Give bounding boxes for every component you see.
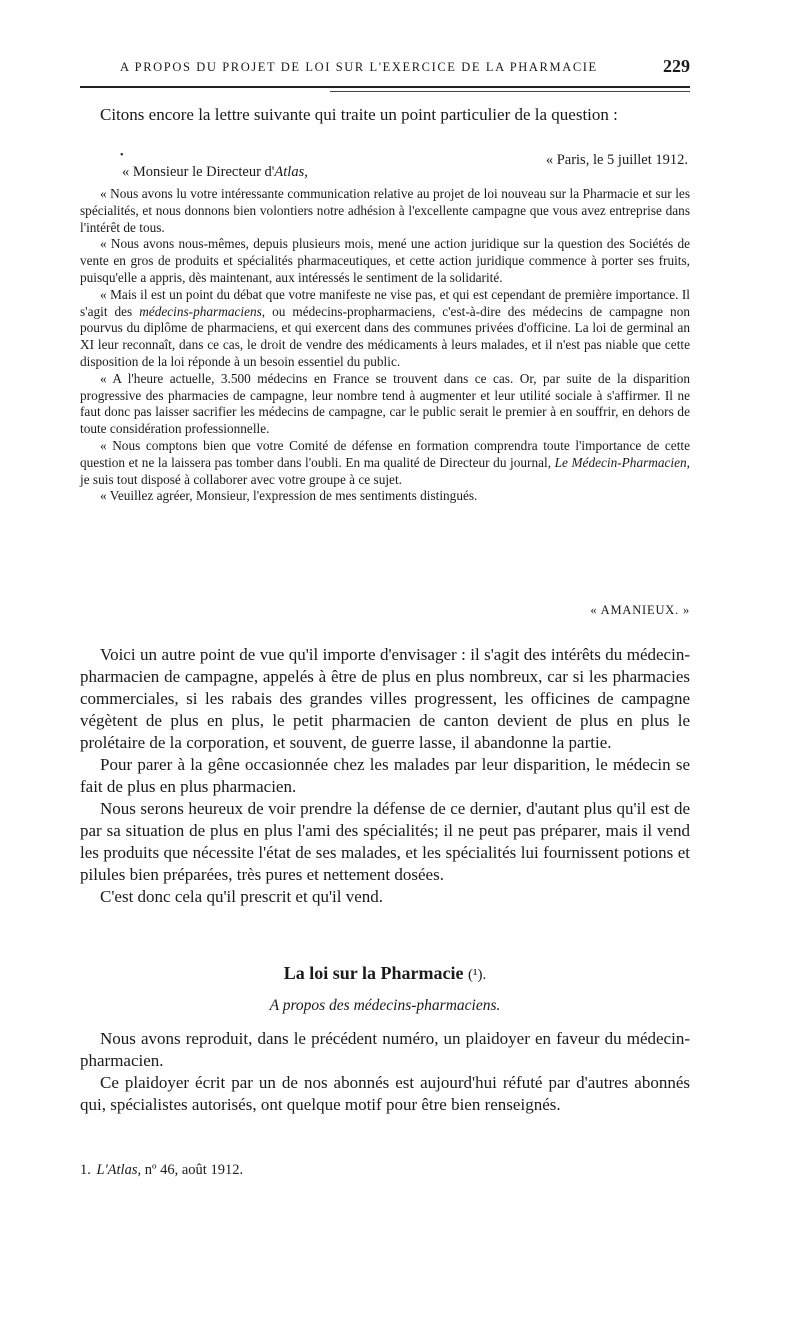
journal-title: Le Médecin-Pharmacien, [554, 454, 690, 470]
footnote-mark: 1. [80, 1162, 91, 1178]
body-section-1 [80, 644, 690, 908]
body-section-2 [80, 1028, 690, 1116]
letter-body [80, 186, 690, 505]
body-paragraph: Nous avons reproduit, dans le précédent numéro, un plaidoyer en faveur du médecin-pharmacien. [80, 1029, 690, 1070]
letter-dateline: « Paris, le 5 juillet 1912. [545, 152, 688, 168]
letter-closing: « Veuillez agréer, Monsieur, l'expression de mes sentiments distingués. [100, 488, 478, 504]
footnote-ref: (¹). [467, 967, 487, 983]
body-paragraph: Ce plaidoyer écrit par un de nos abonnés est aujourd'hui réfuté par d'autres abonnés qui, spécialistes autorisés, ont quelque motif pour être bien renseignés. [80, 1073, 690, 1114]
letter-paragraph: « Nous comptons bien que votre Comité de défense en formation comprendra toute l'importance de cette question et ne la laissera pas tomber dans l'oubli. En ma qualité de Directeur du journal, Le Médecin-Pharmacien, je suis tout disposé à collaborer avec votre groupe à ce sujet. [80, 437, 690, 487]
page-number: 229 [663, 56, 690, 76]
bullet-mark: • [120, 150, 124, 161]
letter-header [80, 150, 690, 180]
running-header [80, 56, 690, 84]
letter-signature: « AMANIEUX. » [590, 603, 690, 617]
header-rule-thin [330, 91, 690, 92]
letter-paragraph: « Nous avons nous-mêmes, depuis plusieurs mois, mené une action juridique sur la question des Sociétés de vente en gros de produits et spécialités pharmaceutiques, et cette action juridique commence à porter ses fruits, puisqu'elle a appris, dès maintenant, aux intéressés le sentiment de la solidarité. [80, 236, 690, 285]
letter-paragraph: « A l'heure actuelle, 3.500 médecins en France se trouvent dans ce cas. Or, par suite de la disparition progressive des pharmacies de campagne, leur nombre tend à augmenter et leur utilité sociale à s'affirmer. Il ne faut donc pas laisser sacrifier les médecins de campagne, car le public serait le premier à en souffrir, en dehors de toute considération professionnelle. [80, 370, 690, 437]
intro-paragraph [80, 104, 690, 126]
intro-text: Citons encore la lettre suivante qui traite un point particulier de la question : [100, 105, 618, 124]
journal-name: Atlas, [274, 164, 308, 180]
header-rule [80, 86, 690, 88]
letter-salutation: « Monsieur le Directeur d'Atlas, [122, 164, 308, 180]
letter-paragraph: « Mais il est un point du débat que votre manifeste ne vise pas, et qui est cependant de première importance. Il s'agit des médecins-pharmaciens, ou médecins-propharmaciens, c'est-à-dire des médecins de campagne non pourvus du diplôme de pharmaciens, et qui exercent dans des communes privées d'officine. La loi de germinal an XI leur reconnaît, dans ce cas, le droit de vendre des médicaments à leurs malades, et il n'est pas niable que cette disposition de la loi réponde à un besoin essentiel du public. [80, 286, 690, 369]
footnote [80, 1162, 690, 1179]
body-paragraph: Pour parer à la gêne occasionnée chez les malades par leur disparition, le médecin se fait de plus en plus pharmacien. [80, 755, 690, 796]
footnote-text: nº 46, août 1912. [141, 1162, 244, 1178]
section-subheading: A propos des médecins-pharmaciens. [269, 997, 501, 1014]
emphasis-term: médecins-pharmaciens [139, 303, 262, 319]
body-paragraph: Nous serons heureux de voir prendre la défense de ce dernier, d'autant plus qu'il est de par sa situation de plus en plus l'ami des spécialités; il ne peut pas préparer, mais il vend les produits que nécessite l'état de ses malades, et les spécialités lui fournissent potions et pilules bien préparées, très pures et nettement dosées. [80, 799, 690, 884]
footnote-journal: L'Atlas, [96, 1162, 142, 1178]
section-heading: La loi sur la Pharmacie (¹). [283, 963, 487, 983]
letter-paragraph: « Nous avons lu votre intéressante communication relative au projet de loi nouveau sur la Pharmacie et sur les spécialités, et nous donnons bien volontiers notre adhésion à l'excellente campagne que vous avez entreprise dans l'intérêt de tous. [80, 186, 690, 235]
body-paragraph: C'est donc cela qu'il prescrit et qu'il vend. [100, 887, 383, 906]
body-paragraph: Voici un autre point de vue qu'il importe d'envisager : il s'agit des intérêts du médecin-pharmacien de campagne, appelés à être de plus en plus nombreux, car si les pharmacies commerciales, si les rabais des grandes villes progressent, les officines de campagne végètent de plus en plus, le petit pharmacien de canton devient de plus en plus le prolétaire de la corporation, et souvent, de guerre lasse, il abandonne la partie. [80, 645, 690, 752]
running-title: A PROPOS DU PROJET DE LOI SUR L'EXERCICE DE LA PHARMACIE [120, 60, 598, 74]
